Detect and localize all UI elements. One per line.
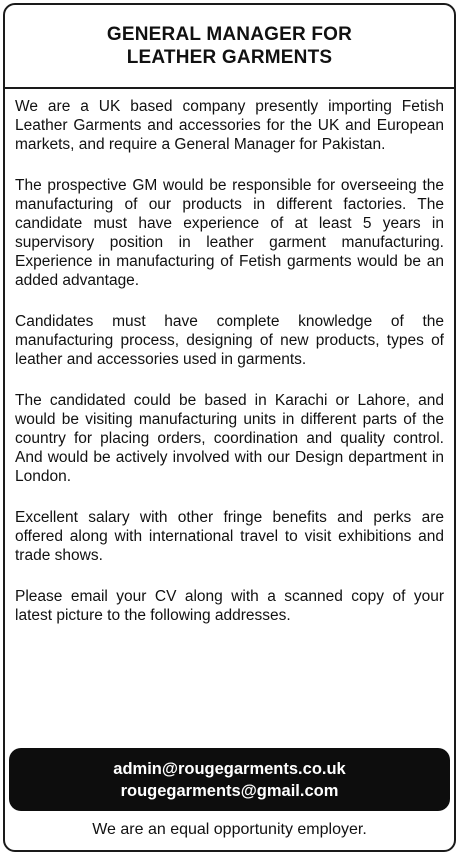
- paragraph-responsibilities: The prospective GM would be responsible for overseeing the manufacturing of our products in different factories. The candidate must have experience of at least 5 years in supervisory position in leather garment manufacturing. Experience in manufacturing of Fetish garments would be an added advantage.: [15, 177, 444, 289]
- job-advertisement: [3, 3, 456, 852]
- ad-heading: [5, 5, 454, 89]
- equal-opportunity-note: We are an equal opportunity employer.: [92, 821, 367, 838]
- paragraph-apply: Please email your CV along with a scanned copy of your latest picture to the following addresses.: [15, 588, 444, 624]
- contact-box: [9, 748, 450, 811]
- paragraph-location: The candidated could be based in Karachi or Lahore, and would be visiting manufacturing units in different parts of the country for placing orders, coordination and quality control. And would be actively involved with our Design department in London.: [15, 392, 444, 485]
- paragraph-company-intro: We are a UK based company presently importing Fetish Leather Garments and accessories for the UK and European markets, and require a General Manager for Pakistan.: [15, 98, 444, 153]
- paragraph-benefits: Excellent salary with other fringe benefits and perks are offered along with international travel to visit exhibitions and trade shows.: [15, 509, 444, 564]
- email-link-admin[interactable]: admin@rougegarments.co.uk: [113, 759, 346, 778]
- heading-line-2: LEATHER GARMENTS: [126, 47, 333, 68]
- ad-body: [5, 89, 454, 625]
- paragraph-knowledge: Candidates must have complete knowledge of the manufacturing process, designing of new products, types of leather and accessories used in garments.: [15, 313, 444, 368]
- email-link-gmail[interactable]: rougegarments@gmail.com: [120, 781, 339, 800]
- heading-line-1: GENERAL MANAGER FOR: [106, 24, 353, 45]
